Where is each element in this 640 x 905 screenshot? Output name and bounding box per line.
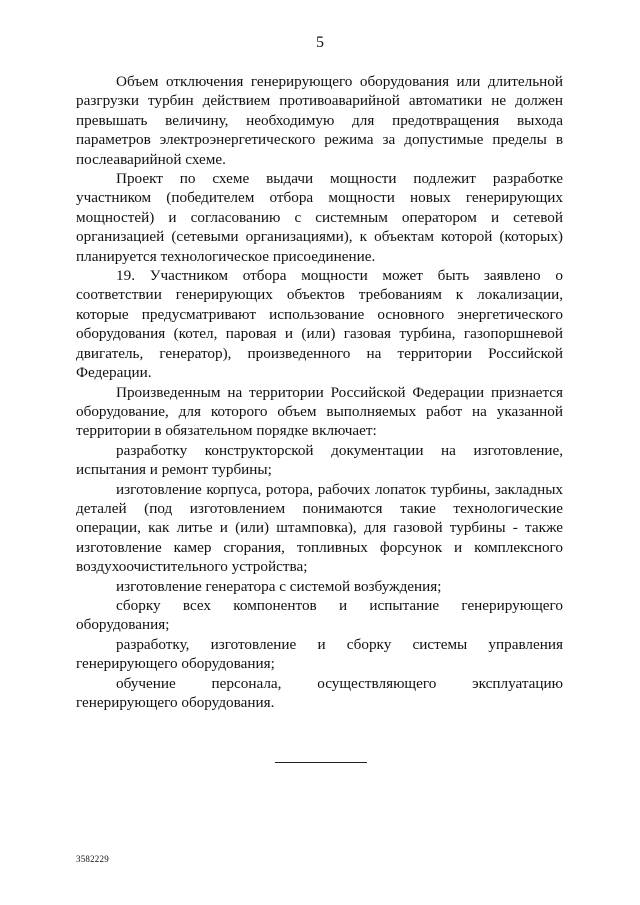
end-separator-line <box>275 762 367 763</box>
document-code: 3582229 <box>76 854 109 864</box>
list-item-turbine-parts: изготовление корпуса, ротора, рабочих лопаток турбины, закладных деталей (под изготовлением понимаются такие технологические операции, как литье и (или) штамповка), для газовой турбины - также изготовление камер сгорания, топливных форсунок и комплексного воздухоочистительного устройства; <box>76 480 563 576</box>
page-number: 5 <box>316 34 324 51</box>
document-body <box>76 72 563 712</box>
list-item-staff-training: обучение персонала, осуществляющего эксплуатацию генерирующего оборудования. <box>76 674 563 711</box>
paragraph-disconnection-volume: Объем отключения генерирующего оборудования или длительной разгрузки турбин действием противоаварийной автоматики не должен превышать величину, необходимую для предотвращения выхода параметров электроэнергетического режима за допустимые пределы в послеаварийной схеме. <box>76 73 563 168</box>
paragraph-item-19: 19. Участником отбора мощности может быть заявлено о соответствии генерирующих объектов требованиям к локализации, которые предусматривают использование основного энергетического оборудования (котел, паровая и (или) газовая турбина, газопоршневой двигатель, генератор), произведенного на территории Российской Федерации. <box>76 267 563 382</box>
list-item-control-system: разработку, изготовление и сборку системы управления генерирующего оборудования; <box>76 635 563 673</box>
paragraph-power-output-scheme: Проект по схеме выдачи мощности подлежит разработке участником (победителем отбора мощности новых генерирующих мощностей) и согласованию с системным оператором и сетевой организацией (сетевыми организациями), к объектам которой (которых) планируется технологическое присоединение. <box>76 170 563 265</box>
list-item-generator: изготовление генератора с системой возбуждения; <box>116 577 442 595</box>
list-item-assembly-testing: сборку всех компонентов и испытание генерирующего оборудования; <box>76 596 563 634</box>
paragraph-domestic-equipment: Произведенным на территории Российской Федерации признается оборудование, для которого объем выполняемых работ на указанной территории в обязательном порядке включает: <box>76 383 563 440</box>
list-item-design-docs: разработку конструкторской документации на изготовление, испытания и ремонт турбины; <box>76 441 563 479</box>
